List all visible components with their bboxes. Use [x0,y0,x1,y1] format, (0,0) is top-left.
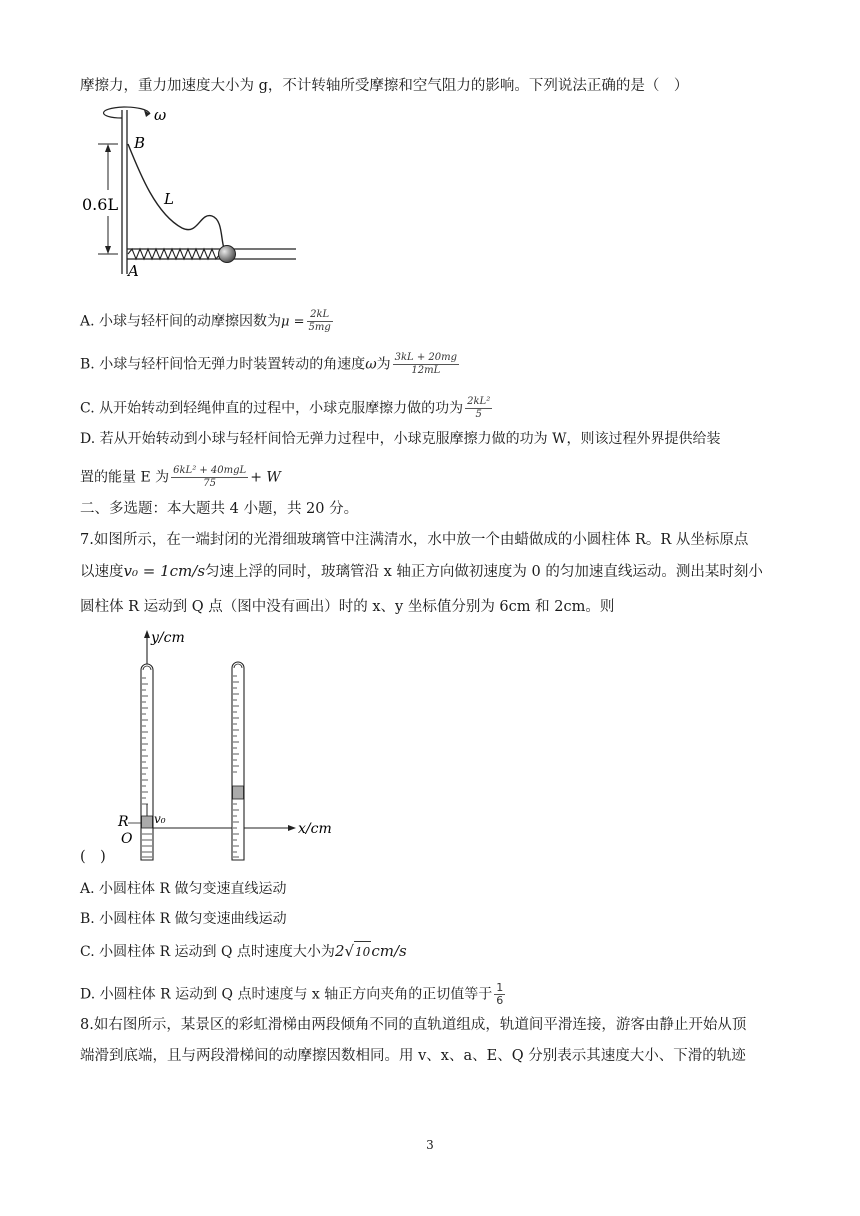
option-d-line2 [80,465,281,490]
omega-label: ω [154,106,167,124]
fraction-numerator: 2kL² [467,396,491,407]
point-b-label: B [134,134,146,152]
question8-line1: 8.如右图所示，某景区的彩虹滑梯由两段倾角不同的直轨道组成，轨道间平滑连接，游客由静止开始从顶 [80,1017,747,1033]
initial-velocity-formula: v₀ = 1cm/s [123,562,206,580]
option-c-text: C. 从开始转动到轻绳伸直的过程中，小球克服摩擦力做的功为 [80,400,464,417]
fraction-numerator: 1 [496,981,504,994]
option-b-wei: 为 [376,356,391,373]
option-a-fraction [307,309,333,334]
q7-option-d-fraction [494,982,505,1007]
option-a [80,309,335,334]
fraction-denominator: 5mg [308,322,331,333]
option-c-fraction [465,396,492,421]
question7-choice-paren: ( ) [80,849,106,865]
velocity-unit: cm/s [371,942,407,960]
option-c [80,396,494,421]
q7-option-d [80,982,507,1007]
question7-line3: 圆柱体 R 运动到 Q 点（图中没有画出）时的 x、y 坐标值分别为 6cm 和 2cm。则 [80,599,615,615]
fraction-numerator: 3kL + 20mg [394,352,458,363]
fraction-numerator: 2kL [307,309,333,322]
fraction-denominator: 5 [475,409,482,420]
q7-option-d-text: D. 小圆柱体 R 运动到 Q 点时速度与 x 轴正方向夹角的正切值等于 [80,986,493,1003]
question7-line2 [80,561,763,582]
sqrt-coefficient: 2 [334,942,345,960]
string-l-label: L [164,190,174,208]
option-b [80,352,461,377]
origin-label: O [121,831,133,847]
y-axis-label: y/cm [151,630,185,646]
q7-line2-suffix: 匀速上浮的同时，玻璃管沿 x 轴正方向做初速度为 0 的匀加速直线运动。测出某时刻小 [205,564,763,580]
q7-option-b: B. 小圆柱体 R 做匀变速曲线运动 [80,911,287,927]
r-label: R [118,814,129,830]
tube-right [232,662,244,860]
q7-option-c-text: C. 小圆柱体 R 运动到 Q 点时速度大小为 [80,944,335,960]
v0-label: v₀ [154,812,166,826]
fraction-numerator: 6kL² + 40mgL [173,465,247,476]
option-a-text: A. 小球与轻杆间的动摩擦因数为 [80,313,282,330]
rotating-rod-figure [78,104,308,284]
tube-left [141,664,153,860]
q7-option-a: A. 小圆柱体 R 做匀变速直线运动 [80,881,287,897]
option-b-text: B. 小球与轻杆间恰无弹力时装置转动的角速度 [80,356,366,373]
point-a-label: A [128,262,139,280]
sqrt-radicand: 10 [354,941,371,962]
option-d: D. 若从开始转动到小球与轻杆间恰无弹力过程中，小球克服摩擦力做的功为 W，则该过程外界提供给装 [80,431,721,447]
question6-stem-tail: 摩擦力，重力加速度大小为 g，不计转轴所受摩擦和空气阻力的影响。下列说法正确的是（ ） [80,78,689,94]
option-d-text2: 置的能量 E 为 [80,469,170,486]
fraction-denominator: 6 [496,994,504,1007]
mu-symbol: μ = [281,314,305,330]
height-label: 0.6L [82,195,119,214]
question8-line2: 端滑到底端，且与两段滑梯间的动摩擦因数相同。用 v、x、a、E、Q 分别表示其速度大小、下滑的轨迹 [80,1048,746,1064]
q7-option-c: C. 小圆柱体 R 运动到 Q 点时速度大小为2√10cm/s [80,942,407,960]
option-d-tail: + W [250,469,281,486]
page-number: 3 [426,1138,434,1152]
q7-line2-prefix: 以速度 [80,564,124,580]
option-d-fraction [171,465,248,490]
section-title: 二、多选题：本大题共 4 小题，共 20 分。 [80,501,359,517]
x-axis-label: x/cm [298,821,332,837]
fraction-denominator: 12mL [411,365,441,376]
question7-line1: 7.如图所示，在一端封闭的光滑细玻璃管中注满清水，水中放一个由蜡做成的小圆柱体 R。R 从坐标原点 [80,532,749,548]
fraction-denominator: 75 [203,478,217,489]
omega-symbol: ω [365,356,377,373]
glass-tube-figure [110,628,350,866]
option-b-fraction [393,352,459,377]
